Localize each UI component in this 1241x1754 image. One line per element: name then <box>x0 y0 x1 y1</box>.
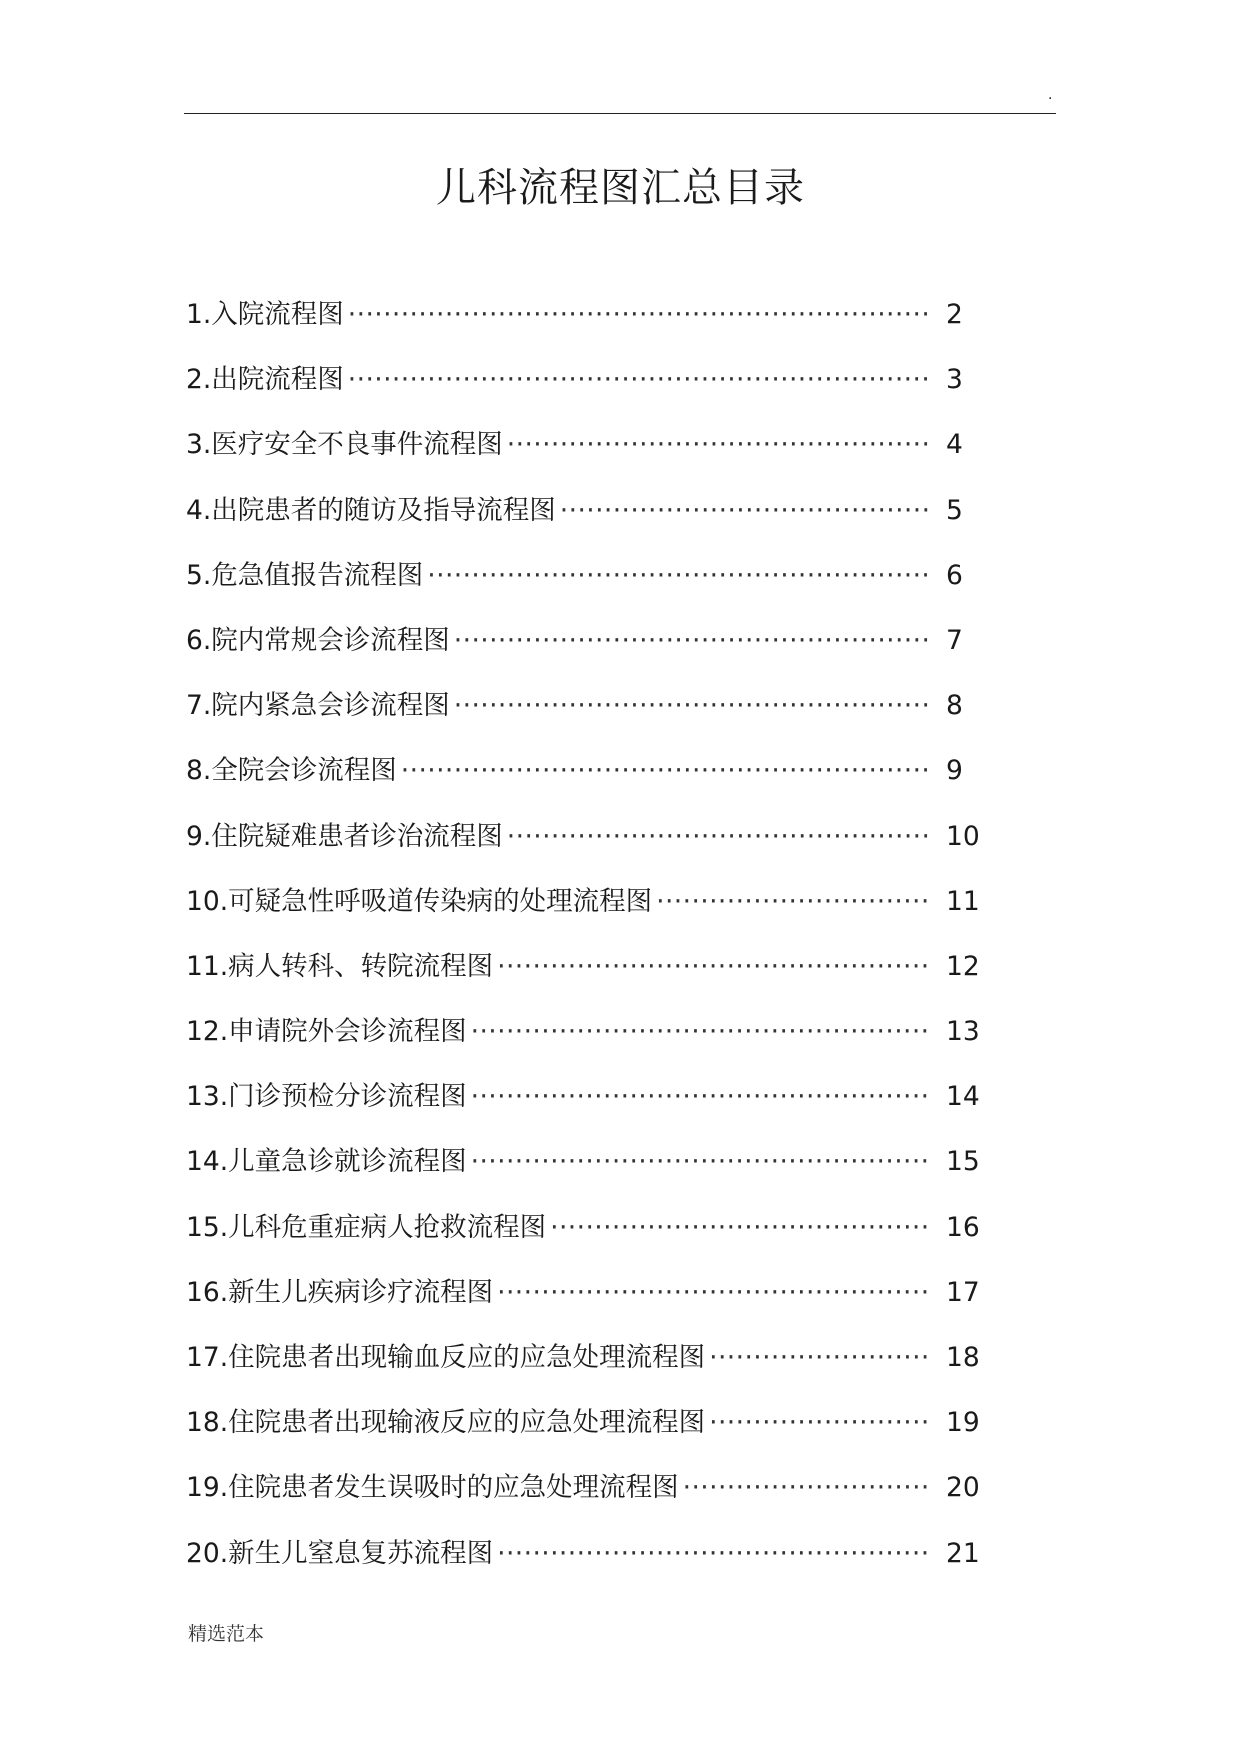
toc-dot-leader <box>709 1398 932 1448</box>
toc-dot-leader <box>709 1333 932 1383</box>
toc-entry[interactable] <box>186 616 992 681</box>
toc-dot-leader <box>471 1072 932 1122</box>
table-of-contents <box>186 290 992 1594</box>
toc-dot-leader <box>497 1529 932 1579</box>
toc-entry[interactable] <box>186 1007 992 1072</box>
toc-entry[interactable] <box>186 290 992 355</box>
toc-entry-label: 20.新生儿窒息复苏流程图 <box>186 1537 494 1569</box>
toc-entry-page: 8 <box>946 690 963 722</box>
toc-dot-leader <box>471 1137 932 1187</box>
toc-entry-page: 20 <box>946 1472 980 1504</box>
toc-entry-page: 18 <box>946 1342 980 1373</box>
toc-dot-leader <box>560 486 932 536</box>
toc-entry-label: 3.医疗安全不良事件流程图 <box>186 429 503 461</box>
toc-entry-page: 21 <box>946 1537 980 1569</box>
footer-text: 精选范本 <box>188 1623 265 1645</box>
toc-entry-label: 7.院内紧急会诊流程图 <box>186 690 450 722</box>
header-rule <box>184 113 1056 114</box>
toc-entry[interactable] <box>186 1072 992 1137</box>
toc-entry-label: 9.住院疑难患者诊治流程图 <box>186 820 503 852</box>
toc-dot-leader <box>497 942 932 992</box>
toc-entry[interactable] <box>186 420 992 485</box>
toc-entry-page: 2 <box>946 299 963 330</box>
toc-dot-leader <box>454 616 932 666</box>
toc-entry-page: 10 <box>946 820 980 852</box>
toc-entry[interactable] <box>186 486 992 551</box>
toc-entry-page: 4 <box>946 429 963 461</box>
toc-entry-page: 5 <box>946 494 963 526</box>
toc-entry-page: 14 <box>946 1081 980 1113</box>
toc-dot-leader <box>454 681 932 731</box>
toc-entry[interactable] <box>186 1203 992 1268</box>
toc-entry-label: 13.门诊预检分诊流程图 <box>186 1081 467 1113</box>
toc-entry-label: 4.出院患者的随访及指导流程图 <box>186 494 556 526</box>
toc-entry[interactable] <box>186 812 992 877</box>
toc-dot-leader <box>507 812 932 862</box>
toc-entry[interactable] <box>186 877 992 942</box>
toc-entry-label: 1.入院流程图 <box>186 299 344 330</box>
toc-entry-page: 16 <box>946 1211 980 1243</box>
toc-entry-label: 11.病人转科、转院流程图 <box>186 950 494 982</box>
toc-entry-label: 8.全院会诊流程图 <box>186 755 397 787</box>
toc-entry-page: 19 <box>946 1407 980 1439</box>
toc-dot-leader <box>507 420 932 470</box>
toc-entry[interactable] <box>186 942 992 1007</box>
toc-dot-leader <box>656 877 932 927</box>
toc-entry-page: 3 <box>946 364 963 396</box>
toc-entry[interactable] <box>186 355 992 420</box>
toc-entry-page: 15 <box>946 1146 980 1178</box>
toc-entry[interactable] <box>186 746 992 811</box>
toc-entry-page: 9 <box>946 755 963 787</box>
toc-entry-page: 12 <box>946 950 980 982</box>
toc-dot-leader <box>401 746 932 796</box>
toc-entry-page: 11 <box>946 885 980 917</box>
toc-entry-page: 6 <box>946 559 963 591</box>
toc-entry-page: 7 <box>946 624 963 656</box>
toc-entry[interactable] <box>186 1137 992 1202</box>
toc-entry-label: 2.出院流程图 <box>186 364 344 396</box>
toc-dot-leader <box>348 355 932 405</box>
toc-entry[interactable] <box>186 1463 992 1528</box>
document-title: 儿科流程图汇总目录 <box>436 165 805 211</box>
toc-entry-label: 5.危急值报告流程图 <box>186 559 424 591</box>
toc-dot-leader <box>550 1203 932 1253</box>
toc-dot-leader <box>427 551 932 601</box>
toc-entry[interactable] <box>186 1398 992 1463</box>
toc-dot-leader <box>497 1268 932 1318</box>
toc-entry-label: 6.院内常规会诊流程图 <box>186 624 450 656</box>
toc-entry-label: 12.申请院外会诊流程图 <box>186 1016 467 1048</box>
toc-entry[interactable] <box>186 681 992 746</box>
toc-entry-label: 15.儿科危重症病人抢救流程图 <box>186 1211 547 1243</box>
toc-dot-leader <box>471 1007 932 1057</box>
toc-entry[interactable] <box>186 1333 992 1398</box>
toc-entry-page: 17 <box>946 1276 980 1308</box>
toc-entry-label: 16.新生儿疾病诊疗流程图 <box>186 1276 494 1308</box>
toc-entry-page: 13 <box>946 1016 980 1048</box>
toc-dot-leader <box>348 290 932 340</box>
header-dot-mark: . <box>1048 87 1053 103</box>
toc-entry-label: 19.住院患者发生误吸时的应急处理流程图 <box>186 1472 679 1504</box>
toc-entry[interactable] <box>186 1529 992 1594</box>
toc-entry[interactable] <box>186 551 992 616</box>
toc-entry-label: 18.住院患者出现输液反应的应急处理流程图 <box>186 1407 706 1439</box>
toc-dot-leader <box>683 1463 932 1513</box>
toc-entry-label: 17.住院患者出现输血反应的应急处理流程图 <box>186 1342 706 1373</box>
toc-entry-label: 14.儿童急诊就诊流程图 <box>186 1146 467 1178</box>
toc-entry-label: 10.可疑急性呼吸道传染病的处理流程图 <box>186 885 653 917</box>
toc-entry[interactable] <box>186 1268 992 1333</box>
